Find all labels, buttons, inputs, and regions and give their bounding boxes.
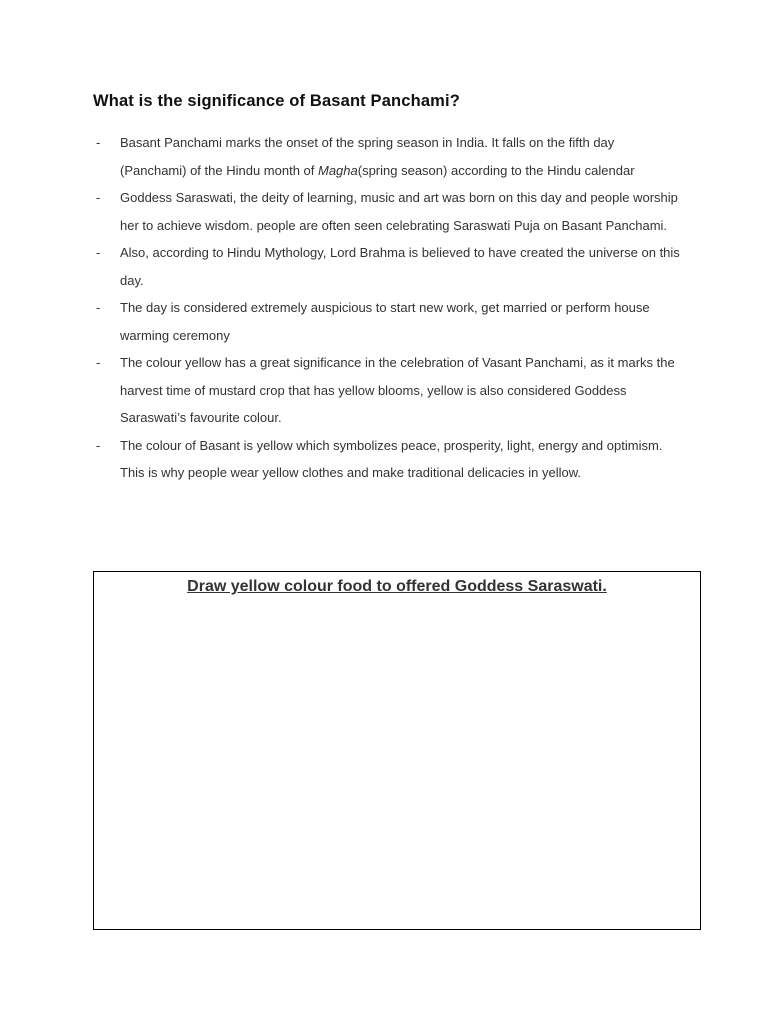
list-item: [93, 294, 683, 349]
list-item-text-continued: (spring season) according to the Hindu calendar: [357, 162, 635, 178]
list-item-italic-text: Magha: [318, 162, 358, 178]
list-item: [93, 432, 683, 487]
list-item: [93, 129, 683, 184]
dash-bullet: -: [96, 245, 101, 260]
list-item-text: Basant Panchami marks the onset of the spring season in India. It falls on the fifth day (Panchami) of the Hindu month of: [120, 135, 615, 178]
dash-bullet: -: [96, 300, 101, 315]
significance-list: [93, 129, 683, 487]
list-item-text: The colour yellow has a great significance in the celebration of Vasant Panchami, as it marks the harvest time of mustard crop that has yellow blooms, yellow is also considered Goddess Saraswati’s favourite colour.: [120, 355, 675, 425]
drawing-area[interactable]: [94, 608, 700, 929]
dash-bullet: -: [96, 135, 101, 150]
list-item-text: Goddess Saraswati, the deity of learning, music and art was born on this day and people worship her to achieve wisdom. people are often seen celebrating Saraswati Puja on Basant Panchami.: [120, 190, 678, 233]
dash-bullet: -: [96, 355, 101, 370]
list-item-text: The colour of Basant is yellow which symbolizes peace, prosperity, light, energy and optimism. This is why people wear yellow clothes and make traditional delicacies in yellow.: [120, 437, 663, 480]
list-item-text: The day is considered extremely auspicious to start new work, get married or perform house warming ceremony: [120, 300, 650, 343]
page-title: What is the significance of Basant Panchami?: [93, 92, 460, 110]
list-item: [93, 184, 683, 239]
drawing-box-title: Draw yellow colour food to offered Goddess Saraswati.: [187, 578, 607, 595]
list-item: [93, 239, 683, 294]
dash-bullet: -: [96, 190, 101, 205]
dash-bullet: -: [96, 437, 101, 453]
list-item: [93, 349, 683, 432]
drawing-box: [93, 571, 701, 930]
list-item-text: Also, according to Hindu Mythology, Lord Brahma is believed to have created the universe on this day.: [120, 245, 680, 288]
